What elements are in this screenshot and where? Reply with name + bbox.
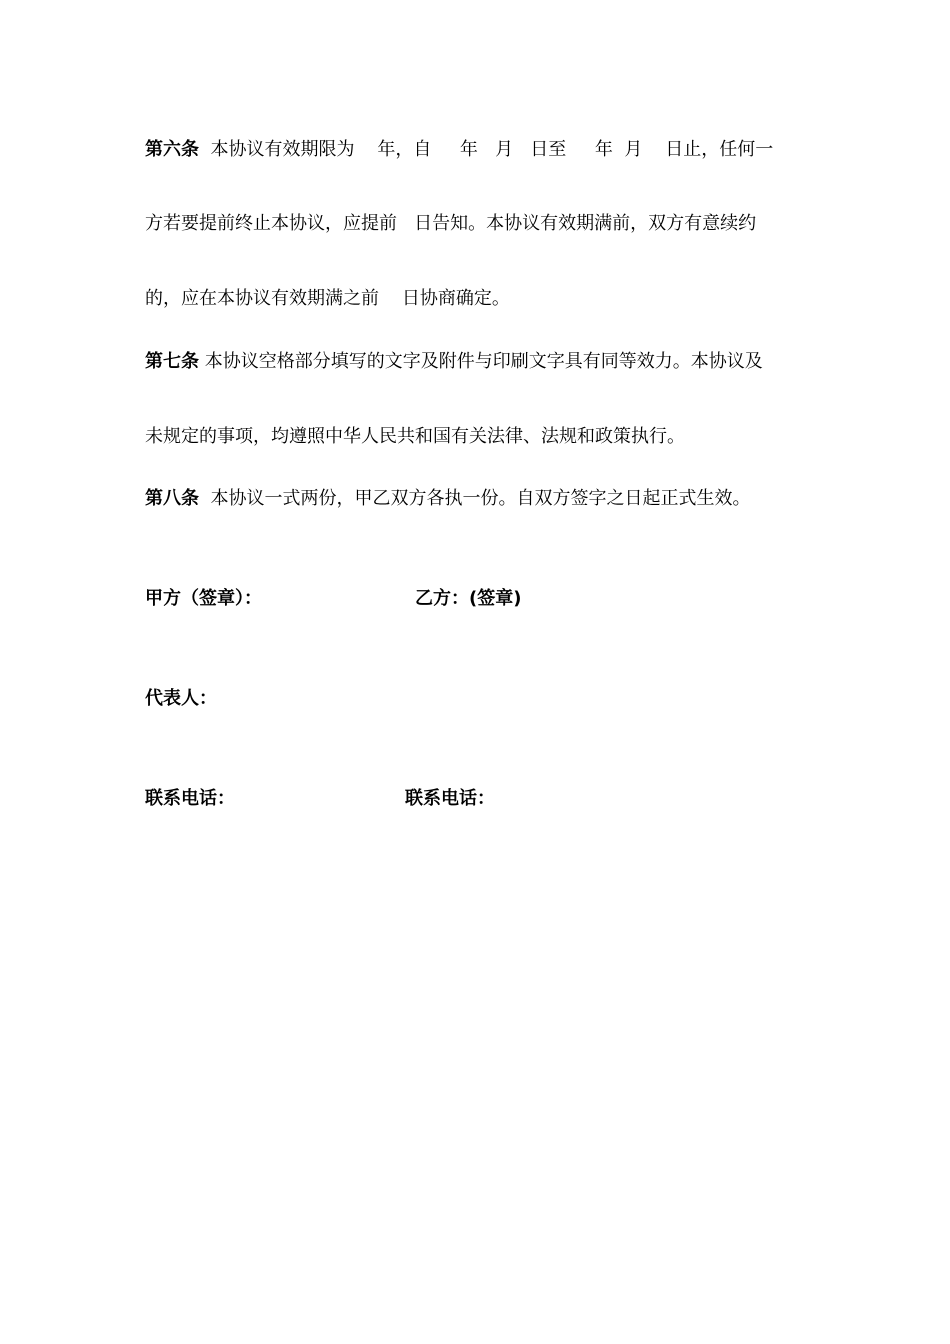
article-7-line-2: 未规定的事项，均遵照中华人民共和国有关法律、法规和政策执行。	[145, 426, 685, 447]
article-7-line-1	[145, 350, 763, 374]
article-6-text-1: 本协议有效期限为 年，自 年 月 日至 年 月 日止，任何一	[199, 139, 774, 160]
article-8-text-1: 本协议一式两份，甲乙双方各执一份。自双方签字之日起正式生效。	[199, 488, 751, 509]
party-b-phone-label: 联系电话：	[405, 788, 495, 809]
article-8-heading: 第八条	[145, 488, 199, 509]
party-a-seal-label: 甲方（签章）：	[145, 588, 262, 609]
article-6-heading: 第六条	[145, 139, 199, 160]
article-8-line-1	[145, 487, 750, 511]
article-6-line-1	[145, 138, 773, 162]
party-a-phone-label: 联系电话：	[145, 788, 235, 809]
article-6-line-3: 的，应在本协议有效期满之前 日协商确定。	[145, 288, 510, 309]
representative-label: 代表人：	[145, 688, 217, 709]
party-b-seal-label: 乙方：(签章)	[415, 588, 522, 609]
article-7-text-1: 本协议空格部分填写的文字及附件与印刷文字具有同等效力。本协议及	[199, 351, 763, 372]
article-7-heading: 第七条	[145, 351, 199, 372]
article-6-line-2: 方若要提前终止本协议，应提前 日告知。本协议有效期满前，双方有意续约	[145, 213, 757, 234]
